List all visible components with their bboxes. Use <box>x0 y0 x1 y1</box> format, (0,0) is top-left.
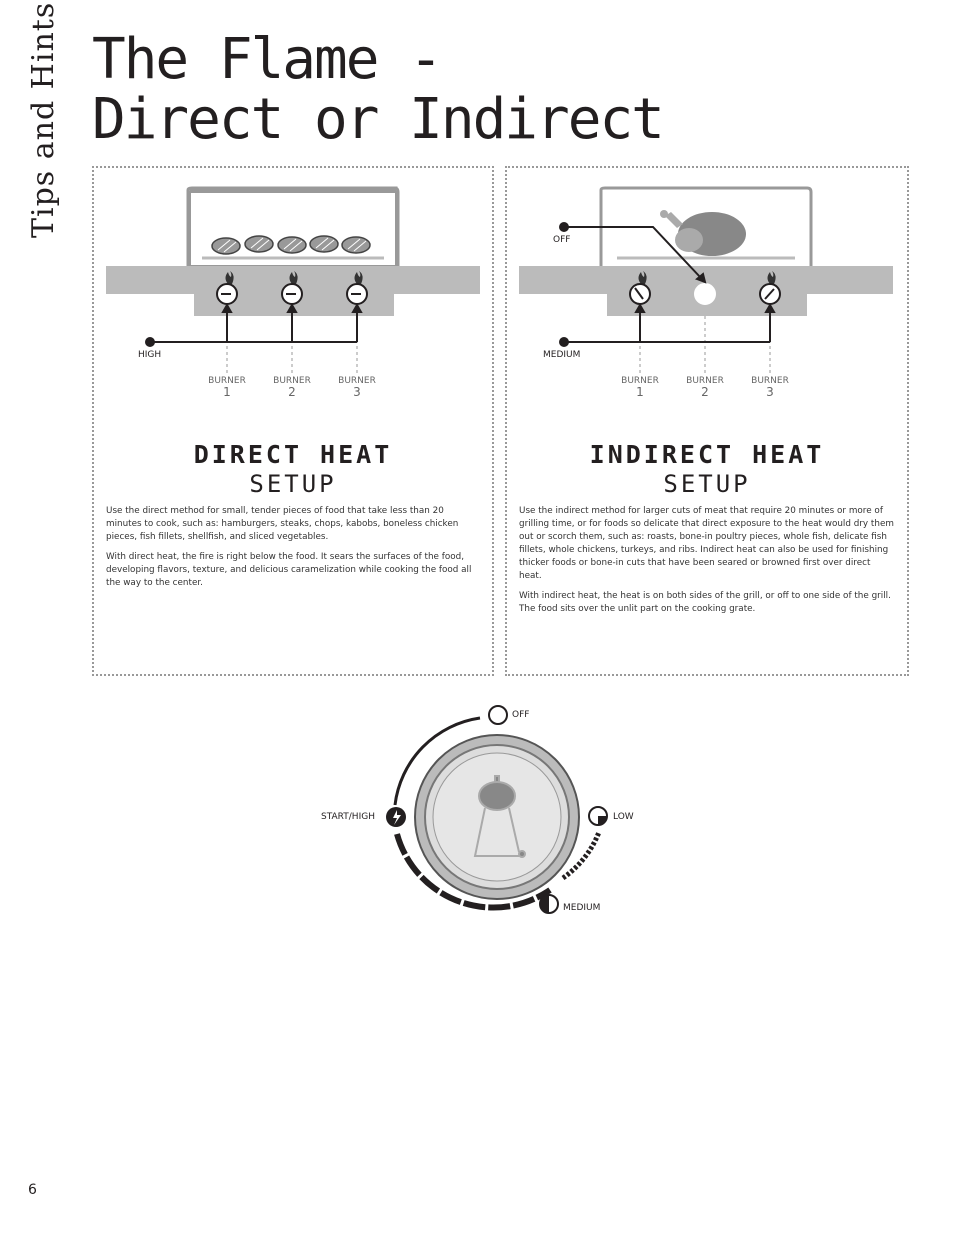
medium-label: MEDIUM <box>543 350 581 360</box>
page-number: 6 <box>28 1182 37 1198</box>
direct-heat-subtitle: SETUP <box>249 470 337 498</box>
page-title: The Flame - Direct or Indirect <box>92 27 663 152</box>
burner-1-label: BURNER 1 <box>208 376 246 399</box>
knob-medium-label: MEDIUM <box>563 903 601 913</box>
direct-heat-text: Use the direct method for small, tender pieces of food that take less than 20 minutes to cook, such as: hamburgers, steaks, chops, kabobs, boneless chicken pieces, fish fillets, shellfish, and sliced vegetables. With direct heat, the fire is right below the food. It sears the surfaces of the food, developing flavors, texture, and delicious caramelization while cooking the food all the way to the center. <box>106 506 472 588</box>
direct-heat-title: DIRECT HEAT <box>193 440 393 469</box>
burner-3-label: BURNER 3 <box>751 376 789 399</box>
off-label: OFF <box>553 235 571 245</box>
knob-off-label: OFF <box>512 710 530 720</box>
side-tab <box>22 1 62 246</box>
burner-3-label: BURNER 3 <box>338 376 376 399</box>
off-icon <box>489 706 507 724</box>
direct-heat-panel <box>92 166 494 676</box>
indirect-heat-panel <box>505 166 909 676</box>
burner-2-label: BURNER 2 <box>686 376 724 399</box>
indirect-heat-text: Use the indirect method for larger cuts of meat that require 20 minutes or more of grilling time, or for foods so delicate that direct exposure to the heat would dry them out or scorch them, such as: roasts, bone-in poultry pieces, whole fish, delicate fish fillets, whole chickens, turkeys, and ribs. Indirect heat can also be used for finishing thicker foods or bone-in cuts that have been seared or browned first over direct heat. With indirect heat, the heat is on both sides of the grill, or off to one side of the grill. The food sits over the unlit part on the cooking grate. <box>519 506 894 614</box>
burner-2-label: BURNER 2 <box>273 376 311 399</box>
knob-diagram <box>315 700 645 925</box>
indirect-heat-subtitle: SETUP <box>663 470 751 498</box>
side-tab-text: Tips and Hints <box>26 1 61 238</box>
knob-low-label: LOW <box>613 812 634 822</box>
high-label: HIGH <box>138 350 162 360</box>
knob-high-label: START/HIGH <box>321 812 375 822</box>
indirect-heat-title: INDIRECT HEAT <box>589 440 825 469</box>
burner-1-label: BURNER 1 <box>621 376 659 399</box>
